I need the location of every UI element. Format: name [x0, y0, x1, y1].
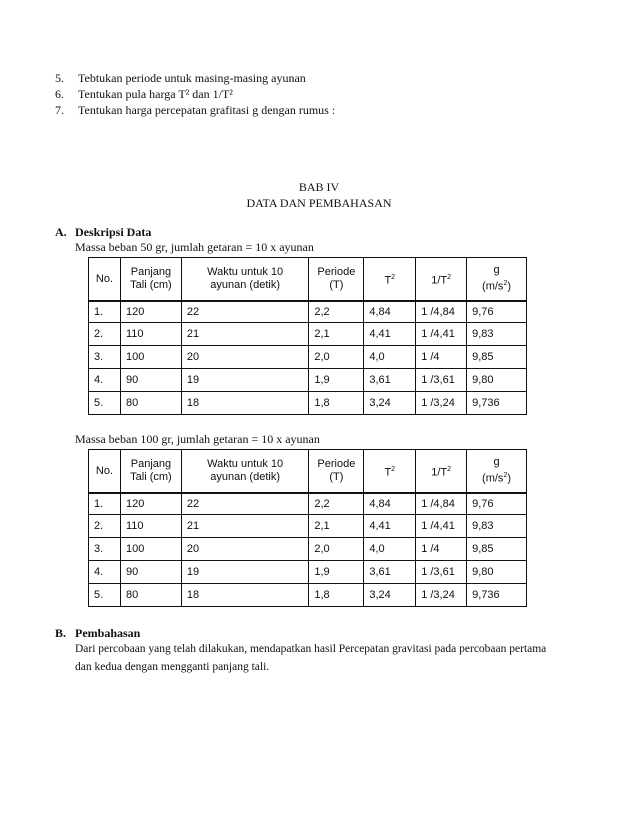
chapter-title: DATA DAN PEMBAHASAN	[246, 196, 392, 210]
table-row	[89, 323, 527, 346]
list-text: Tentukan pula harga T² dan 1/T²	[78, 87, 233, 101]
table-cell: 3,24	[364, 584, 416, 607]
table-cell: 120	[120, 493, 181, 515]
table-cell: 110	[120, 515, 181, 538]
table-cell: 1.	[89, 301, 121, 323]
header-waktu: Waktu untuk 10 ayunan (detik)	[181, 258, 308, 302]
table-cell: 9,85	[467, 346, 527, 369]
table-cell: 21	[181, 323, 308, 346]
section-b-heading	[55, 626, 140, 641]
table-header-row	[89, 450, 527, 494]
table-cell: 4,0	[364, 346, 416, 369]
table-cell: 110	[120, 323, 181, 346]
table-cell: 3.	[89, 346, 121, 369]
paragraph-line: dan kedua dengan mengganti panjang tali.	[75, 661, 270, 673]
table-cell: 1 /4	[416, 538, 467, 561]
table-cell: 5.	[89, 392, 121, 415]
list-number: 7.	[55, 103, 64, 117]
table-cell: 2,1	[309, 323, 364, 346]
table-cell: 1 /4,41	[416, 323, 467, 346]
table-cell: 9,736	[467, 584, 527, 607]
table-cell: 3,61	[364, 561, 416, 584]
section-letter: B.	[55, 626, 67, 640]
table-cell: 2,2	[309, 301, 364, 323]
table-cell: 3,61	[364, 369, 416, 392]
list-item	[55, 86, 335, 102]
table-cell: 2.	[89, 323, 121, 346]
table-cell: 90	[120, 369, 181, 392]
table-cell: 2,0	[309, 346, 364, 369]
table-cell: 4,41	[364, 323, 416, 346]
table-cell: 4.	[89, 369, 121, 392]
table-cell: 1.	[89, 493, 121, 515]
table-row	[89, 584, 527, 607]
table-cell: 4.	[89, 561, 121, 584]
table-cell: 1 /3,24	[416, 584, 467, 607]
table-cell: 9,736	[467, 392, 527, 415]
paragraph-line: Dari percobaan yang telah dilakukan, mendapatkan hasil Percepatan gravitasi pada percobaan pertama	[75, 643, 547, 655]
table-header-row	[89, 258, 527, 302]
table-cell: 1,9	[309, 561, 364, 584]
table-cell: 3,24	[364, 392, 416, 415]
table-cell: 4,84	[364, 301, 416, 323]
header-periode: Periode (T)	[309, 258, 364, 302]
list-number: 6.	[55, 87, 64, 101]
table-cell: 9,83	[467, 515, 527, 538]
header-t-squared: $T^2$	[364, 258, 416, 302]
header-panjang: Panjang Tali (cm)	[120, 450, 181, 494]
table-row	[89, 538, 527, 561]
table-cell: 2.	[89, 515, 121, 538]
table-cell: 9,76	[467, 493, 527, 515]
table-cell: 18	[181, 584, 308, 607]
list-text: Tebtukan periode untuk masing-masing ayunan	[78, 71, 306, 85]
table-cell: 9,80	[467, 561, 527, 584]
table-cell: 9,76	[467, 301, 527, 323]
table-row	[89, 369, 527, 392]
table-cell: 9,85	[467, 538, 527, 561]
table-row	[89, 515, 527, 538]
table-cell: 100	[120, 538, 181, 561]
table-cell: 1 /3,61	[416, 369, 467, 392]
table-cell: 4,0	[364, 538, 416, 561]
table-row	[89, 392, 527, 415]
list-number: 5.	[55, 71, 64, 85]
table-cell: 20	[181, 346, 308, 369]
header-periode: Periode (T)	[309, 450, 364, 494]
data-table-1	[88, 257, 527, 415]
header-t-squared: $T^2$	[364, 450, 416, 494]
table-row	[89, 346, 527, 369]
section-title: Deskripsi Data	[75, 225, 152, 239]
table-cell: 1,8	[309, 392, 364, 415]
list-item	[55, 70, 335, 86]
table-cell: 80	[120, 392, 181, 415]
header-no: No.	[89, 450, 121, 494]
table-cell: 21	[181, 515, 308, 538]
table-cell: 90	[120, 561, 181, 584]
table-cell: 3.	[89, 538, 121, 561]
table-cell: 22	[181, 493, 308, 515]
chapter-number: BAB IV	[298, 180, 340, 194]
table-cell: 1 /4,41	[416, 515, 467, 538]
list-text: Tentukan harga percepatan grafitasi g dengan rumus :	[78, 103, 336, 117]
section-letter: A.	[55, 225, 67, 239]
section-title: Pembahasan	[75, 626, 141, 640]
table-cell: 80	[120, 584, 181, 607]
table-cell: 20	[181, 538, 308, 561]
header-no: No.	[89, 258, 121, 302]
header-waktu: Waktu untuk 10 ayunan (detik)	[181, 450, 308, 494]
discussion-paragraph	[75, 640, 575, 676]
table-cell: 5.	[89, 584, 121, 607]
table-cell: 1 /4,84	[416, 301, 467, 323]
table-cell: 9,80	[467, 369, 527, 392]
table-cell: 19	[181, 369, 308, 392]
header-panjang: Panjang Tali (cm)	[120, 258, 181, 302]
table-cell: 100	[120, 346, 181, 369]
table-row	[89, 493, 527, 515]
table-cell: 1 /4	[416, 346, 467, 369]
header-inverse-t-squared: $1/T^2$	[416, 450, 467, 494]
table-cell: 1 /3,24	[416, 392, 467, 415]
table-cell: 22	[181, 301, 308, 323]
table-cell: 4,84	[364, 493, 416, 515]
table-cell: 1 /4,84	[416, 493, 467, 515]
table-cell: 1 /3,61	[416, 561, 467, 584]
table-cell: 19	[181, 561, 308, 584]
section-a-heading	[55, 225, 151, 240]
header-inverse-t-squared: $1/T^2$	[416, 258, 467, 302]
table-row	[89, 301, 527, 323]
table-cell: 1,8	[309, 584, 364, 607]
header-gravity: g $(m/s^2)$	[467, 258, 527, 302]
list-item	[55, 102, 335, 118]
table-cell: 4,41	[364, 515, 416, 538]
data-table-2	[88, 449, 527, 607]
instruction-list	[55, 70, 335, 118]
table-cell: 2,2	[309, 493, 364, 515]
table1-caption: Massa beban 50 gr, jumlah getaran = 10 x ayunan	[75, 240, 314, 254]
table-cell: 1,9	[309, 369, 364, 392]
table-cell: 18	[181, 392, 308, 415]
table-cell: 2,0	[309, 538, 364, 561]
table-cell: 2,1	[309, 515, 364, 538]
table2-caption: Massa beban 100 gr, jumlah getaran = 10 x ayunan	[75, 432, 320, 446]
table-row	[89, 561, 527, 584]
table-cell: 9,83	[467, 323, 527, 346]
table-cell: 120	[120, 301, 181, 323]
header-gravity: g $(m/s^2)$	[467, 450, 527, 494]
